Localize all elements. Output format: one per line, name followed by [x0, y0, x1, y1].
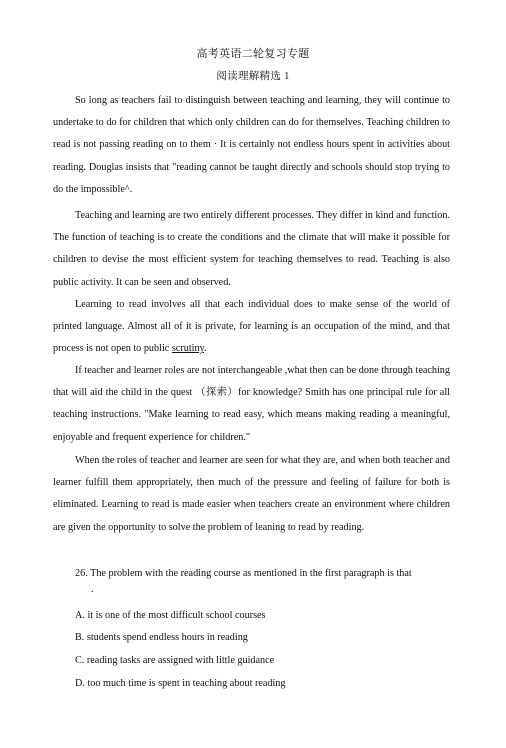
- passage-paragraph-5: When the roles of teacher and learner are seen for what they are, and when both teacher and learner fulfill them appropriately, then much of the pressure and feeling of failure for both is eliminated. Learning to read is made easier when teachers create an environment where children are given the opportunity to solve the problem of leaning to read by reading.: [53, 455, 450, 533]
- question-26-stem: 26. The problem with the reading course as mentioned in the first paragraph is that: [75, 568, 412, 579]
- option-b: B. students spend endless hours in reading: [75, 632, 248, 643]
- passage-paragraph-2: Teaching and learning are two entirely different processes. They differ in kind and function. The function of teaching is to create the conditions and the climate that will make it possible for children to devise the most efficient system for teaching themselves to read. Teaching is also public activity. It can be seen and observed.: [53, 210, 450, 288]
- paragraph-3-text: Learning to read involves all that each individual does to make sense of the world of printed language. Almost all of it is private, for learning is an occupation of the mind, and that process is not open to public: [53, 299, 450, 355]
- passage-paragraph-4: If teacher and learner roles are not interchangeable ,what then can be done through teaching that will aid the child in the quest （探索）for knowledge? Smith has one principal rule for all teaching instructions. "Make learning to read easy, which means making reading a meaningful, enjoyable and frequent experience for children.": [53, 365, 450, 443]
- underlined-word-scrutiny: scrutiny: [171, 343, 205, 355]
- question-blank: .: [91, 584, 94, 595]
- passage-paragraph-1: So long as teachers fail to distinguish between teaching and learning, they will continue to undertake to do for children that which only children can do for themselves. Teaching children to read is not passing reading on to them · It is certainly not endless hours spent in activities about reading. Douglas insists that "reading cannot be taught directly and schools should stop trying to do the impossible^.: [53, 95, 450, 195]
- document-subtitle: 阅读理解精选 1: [216, 71, 290, 82]
- option-d: D. too much time is spent in teaching about reading: [75, 678, 286, 689]
- paragraph-3-end: .: [204, 343, 207, 355]
- passage-paragraph-3: [53, 294, 450, 361]
- document-title: 高考英语二轮复习专题: [196, 48, 310, 60]
- option-a: A. it is one of the most difficult school courses: [75, 610, 266, 621]
- option-c: C. reading tasks are assigned with little guidance: [75, 655, 275, 666]
